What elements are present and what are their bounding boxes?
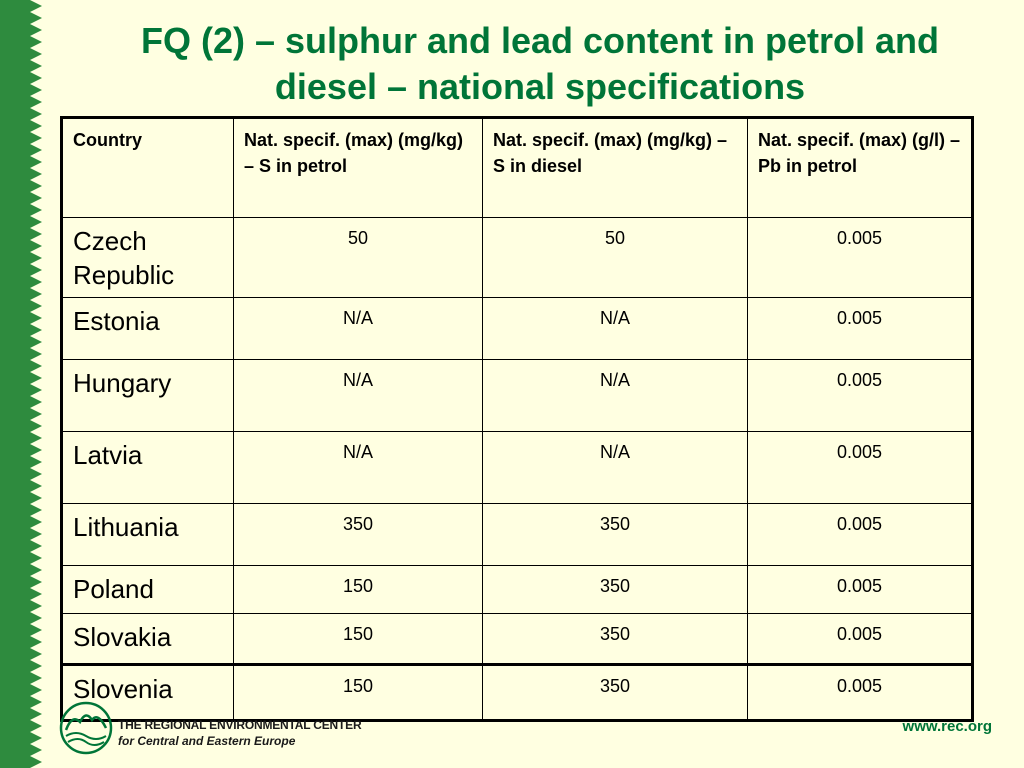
footer-org-name — [118, 718, 361, 748]
slide-title — [70, 18, 1010, 110]
slide-title-line1: FQ (2) – sulphur and lead content in petrol and — [140, 20, 940, 61]
table-row — [62, 218, 973, 298]
footer-org-line2: for Central and Eastern Europe — [118, 734, 296, 748]
pb-petrol-cell: 0.005 — [748, 360, 973, 432]
slide-title-line2: diesel – national specifications — [274, 66, 806, 107]
table-header-row — [62, 118, 973, 218]
footer-url-link[interactable]: www.rec.org — [902, 718, 992, 735]
s-petrol-cell: 350 — [234, 504, 483, 566]
country-cell: Czech Republic — [62, 218, 234, 298]
pb-petrol-cell: 0.005 — [748, 504, 973, 566]
pb-petrol-cell: 0.005 — [748, 665, 973, 721]
pb-petrol-cell: 0.005 — [748, 566, 973, 614]
rec-logo-icon — [58, 700, 114, 756]
s-diesel-cell: N/A — [483, 298, 748, 360]
country-cell: Estonia — [62, 298, 234, 360]
table-row — [62, 566, 973, 614]
pb-petrol-cell: 0.005 — [748, 218, 973, 298]
s-diesel-cell: 350 — [483, 504, 748, 566]
header-s-diesel: Nat. specif. (max) (mg/kg) – S in diesel — [483, 118, 748, 218]
table-row — [62, 504, 973, 566]
pb-petrol-cell: 0.005 — [748, 298, 973, 360]
s-petrol-cell: 150 — [234, 614, 483, 665]
pb-petrol-cell: 0.005 — [748, 614, 973, 665]
table-row — [62, 432, 973, 504]
s-petrol-cell: 50 — [234, 218, 483, 298]
country-cell: Hungary — [62, 360, 234, 432]
s-petrol-cell: 150 — [234, 665, 483, 721]
country-cell: Slovakia — [62, 614, 234, 665]
s-petrol-cell: N/A — [234, 432, 483, 504]
s-petrol-cell: N/A — [234, 298, 483, 360]
header-country: Country — [62, 118, 234, 218]
s-petrol-cell: N/A — [234, 360, 483, 432]
s-diesel-cell: 350 — [483, 665, 748, 721]
country-cell: Slovenia — [62, 665, 234, 721]
s-diesel-cell: N/A — [483, 432, 748, 504]
s-diesel-cell: 350 — [483, 614, 748, 665]
footer-org-line1: THE REGIONAL ENVIRONMENTAL CENTER — [118, 718, 362, 732]
table-row — [62, 360, 973, 432]
s-diesel-cell: 50 — [483, 218, 748, 298]
table-row — [62, 665, 973, 721]
s-diesel-cell: 350 — [483, 566, 748, 614]
country-cell: Latvia — [62, 432, 234, 504]
header-pb-petrol: Nat. specif. (max) (g/l) – Pb in petrol — [748, 118, 973, 218]
table-row — [62, 298, 973, 360]
country-cell: Lithuania — [62, 504, 234, 566]
pb-petrol-cell: 0.005 — [748, 432, 973, 504]
s-petrol-cell: 150 — [234, 566, 483, 614]
table-row — [62, 614, 973, 665]
zigzag-border — [0, 0, 46, 768]
spec-table — [60, 116, 974, 722]
country-cell: Poland — [62, 566, 234, 614]
header-s-petrol: Nat. specif. (max) (mg/kg) – S in petrol — [234, 118, 483, 218]
s-diesel-cell: N/A — [483, 360, 748, 432]
